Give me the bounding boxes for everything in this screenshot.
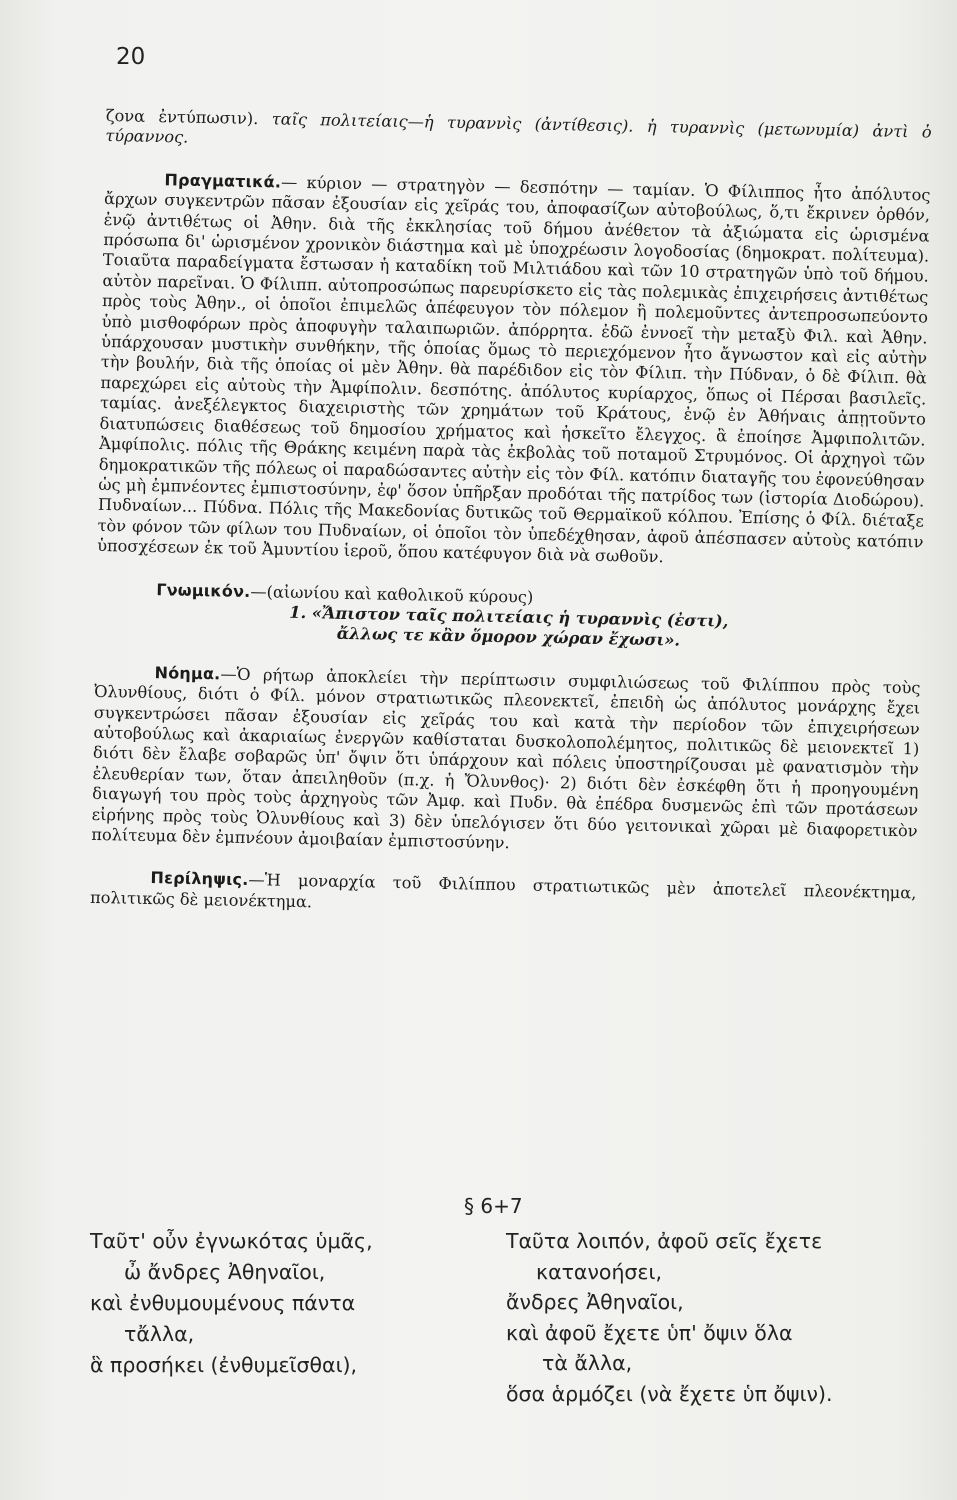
pragmatika-body: — κύριον — στρατηγὸν — δεσπότην — ταμίαν. Ὁ Φίλιππος ἦτο ἀπόλυτος ἄρχων συγκεντρῶν πᾶσαν ἐξουσίαν εἰς χεῖράς του, ἀποφασίζων αὐτοβούλως, ὅ,τι ἔκρινεν ὀρθόν, ἐνῷ ἀντιθέτως οἱ Ἀθην. διὰ τῆς ἐκκλησίας τοῦ δήμου ἀνέθετον τὰ ἀξιώματα εἰς ὡρισμένα πρόσωπα δι' ὡρισμένον χρονικὸν διάστημα καὶ μὲ ὑποχρέωσιν λογοδοσίας (δημοκρατ. πολίτευμα). Τοιαῦτα παραδείγματα ἔστωσαν ἡ καταδίκη τοῦ Μιλτιάδου καὶ τῶν 10 στρατηγῶν ὑπὸ τοῦ δήμου. αὐτὸν παρεῖναι. Ὁ Φίλιππ. αὐτοπροσώπως παρευρίσκετο εἰς τὰς πολεμικὰς ἐπιχειρήσεις ἀντιθέτως πρὸς τοὺς Ἀθην., οἱ ὁποῖοι ἐπιμελῶς ἀπέφευγον τὸν πόλεμον ἢ πολεμοῦντες ἀντεπροσωπεύοντο ὑπὸ μισθοφόρων πρὸς ἀποφυγὴν ταλαιπωριῶν. ἀπόρρητα. ἐδῶ ἐννοεῖ τὴν μεταξὺ Φιλ. καὶ Ἀθην. ὑπάρχουσαν μυστικὴν συνθήκην, τῆς ὁποίας ὅμως τὸ περιεχόμενον ἦτο ἄγνωστον καὶ εἰς αὐτὴν τὴν βουλήν, διὰ τῆς ὁποίας οἱ μὲν Ἀθην. θὰ παρέδιδον εἰς τὸν Φίλιπ. τὴν Πύδναν, ὁ δὲ Φίλιπ. θὰ παρεχώρει εἰς αὐτοὺς τὴν Ἀμφίπολιν. δεσπότης. ἀπόλυτος κυρίαρχος, ὅπως οἱ Πέρσαι βασιλεῖς. ταμίας. ἀνεξέλεγκτος διαχειριστὴς τῶν χρημάτων τοῦ Κράτους, ἐνῷ ἐν Ἀθήναις ἀπῃτοῦντο διατυπώσεις διαθέσεως τοῦ δημοσίου χρήματος καὶ ἠσκεῖτο ἔλεγχος. ἃ ἐποίησε Ἀμφιπολιτῶν. Ἀμφίπολις. πόλις τῆς Θράκης κειμένη παρὰ τὰς ἐκβολὰς τοῦ ποταμοῦ Στρυμόνος. Οἱ ἀρχηγοὶ τῶν δημοκρατικῶν τῆς πόλεως οἱ παραδώσαντες αὐτὴν εἰς τὸν Φίλ. κατόπιν διαταγῆς του ἐφονεύθησαν ὡς μὴ ἐμπνέοντες ἐμπιστοσύνην, ἐφ' ὅσον ὑπῆρξαν προδόται τῆς πατρίδος των (ἱστορία Διοδώρου). Πυδναίων... Πύδνα. Πόλις τῆς Μακεδονίας δυτικῶς τοῦ Θερμαϊκοῦ κόλπου. Ἐπίσης ὁ Φίλ. διέταξε τὸν φόνον τῶν φίλων του Πυδναίων, οἱ ὁποῖοι τὸν ὑπεδέχθησαν, ἀφοῦ ἀπέσπασεν αὐτοὺς κατόπιν ὑποσχέσεων ἐκ τοῦ Ἀμυντίου ἱεροῦ, ὅπου κατέφυγον διὰ νὰ σωθοῦν. (96, 172, 931, 567)
gnomikon-quote-1: 1. «Ἄπιστον ταῖς πολιτείαις ἡ τυραννὶς (ἐστι), (289, 602, 729, 631)
noima-paragraph (91, 662, 921, 862)
perilipsis-body: —Ἡ μοναρχία τοῦ Φιλίππου στρατιωτικῶς μὲν ἀποτελεῖ πλεονέκτημα, πολιτικῶς δὲ μειονέκτημα. (89, 870, 917, 912)
original-line: τἄλλα, (124, 1322, 195, 1346)
translation-line: κατανοήσει, (536, 1259, 662, 1284)
gnomikon-heading: Γνωμικόν. (156, 579, 251, 601)
translation-column (506, 1226, 932, 1409)
original-line: ἃ προσήκει (ἐνθυμεῖσθαι), (90, 1353, 358, 1377)
noima-body: —Ὁ ρήτωρ ἀποκλείει τὴν περίπτωσιν συμφιλιώσεως τοῦ Φιλίππου πρὸς τοὺς Ὀλυνθίους, διότι ὁ Φίλ. μόνον στρατιωτικῶς πλεονεκτεῖ, ἐπειδὴ ὡς ἀπόλυτος μονάρχης ἔχει συγκεντρώσει πᾶσαν ἐξουσίαν εἰς χεῖράς του καὶ κατὰ τὴν περίοδον τῶν ἐπιχειρήσεων αὐτοβούλως καὶ ἀκαριαίως ἐνεργῶν καθίσταται δυσκολοπολέμητος, πολιτικῶς δὲ μειονεκτεῖ 1) διότι δὲν ἔλαβε σοβαρῶς ὑπ' ὄψιν ὅτι ὑπάρχουν καὶ πόλεις ὑποστηρίζουσαι μὲ φανατισμὸν τὴν ἐλευθερίαν των, ὅταν ἀπειληθοῦν (π.χ. ἡ Ὄλυνθος)· 2) διότι δὲν ἐσκέφθη ὅτι ἡ προηγουμένη διαγωγή του πρὸς τοὺς ἀρχηγοὺς τῶν Ἀμφ. καὶ Πυδν. θὰ ἐπέδρα δυσμενῶς ἐπὶ τῶν προτάσεων εἰρήνης πρὸς τοὺς Ὀλυνθίους καὶ 3) δὲν ὑπελόγισεν ὅτι δύο γειτονικαὶ χῶραι μὲ διαφορετικὸν πολίτευμα δὲν ἐμπνέουν ἀμοιβαίαν ἐμπιστοσύνην. (91, 664, 921, 853)
original-line: Ταῦτ' οὖν ἐγνωκότας ὑμᾶς, (90, 1229, 373, 1253)
perilipsis-heading: Περίληψις. (150, 868, 249, 890)
translation-line: ὅσα ἁρμόζει (νὰ ἔχετε ὑπ ὄψιν). (506, 1381, 833, 1406)
gnomikon-note: —(αἰωνίου καὶ καθολικοῦ κύρους) (250, 581, 534, 607)
intro-paragraph (105, 106, 932, 163)
translation-line: ἄνδρες Ἀθηναῖοι, (506, 1290, 684, 1314)
original-line: καὶ ἐνθυμουμένους πάντα (90, 1291, 356, 1315)
gnomikon-quote-2: ἄλλως τε κἂν ὅμορον χώραν ἔχωσι». (336, 624, 681, 650)
pragmatika-paragraph (97, 169, 931, 573)
translation-line: καὶ ἀφοῦ ἔχετε ὑπ' ὄψιν ὅλα (506, 1320, 793, 1345)
pragmatika-heading: Πραγματικά. (164, 170, 282, 192)
page-number: 20 (116, 44, 146, 70)
original-line: ὦ ἄνδρες Ἀθηναῖοι, (124, 1260, 326, 1284)
translation-line: Ταῦτα λοιπόν, ἀφοῦ σεῖς ἔχετε (506, 1229, 823, 1253)
original-text-column (90, 1226, 490, 1381)
translation-line: τὰ ἄλλα, (542, 1351, 633, 1375)
commentary-text (90, 106, 932, 925)
noima-heading: Νόημα. (154, 662, 221, 684)
perilipsis-paragraph (90, 867, 917, 924)
section-mark: § 6+7 (464, 1194, 523, 1218)
intro-text: ζονα ἐντύπωσιν). (105, 106, 259, 129)
intro-italic: ταῖς πολιτείαις—ἡ τυραννὶς (ἀντίθεσις). ἡ τυραννὶς (μετωνυμία) ἀντὶ ὁ τύραννος. (105, 109, 932, 148)
